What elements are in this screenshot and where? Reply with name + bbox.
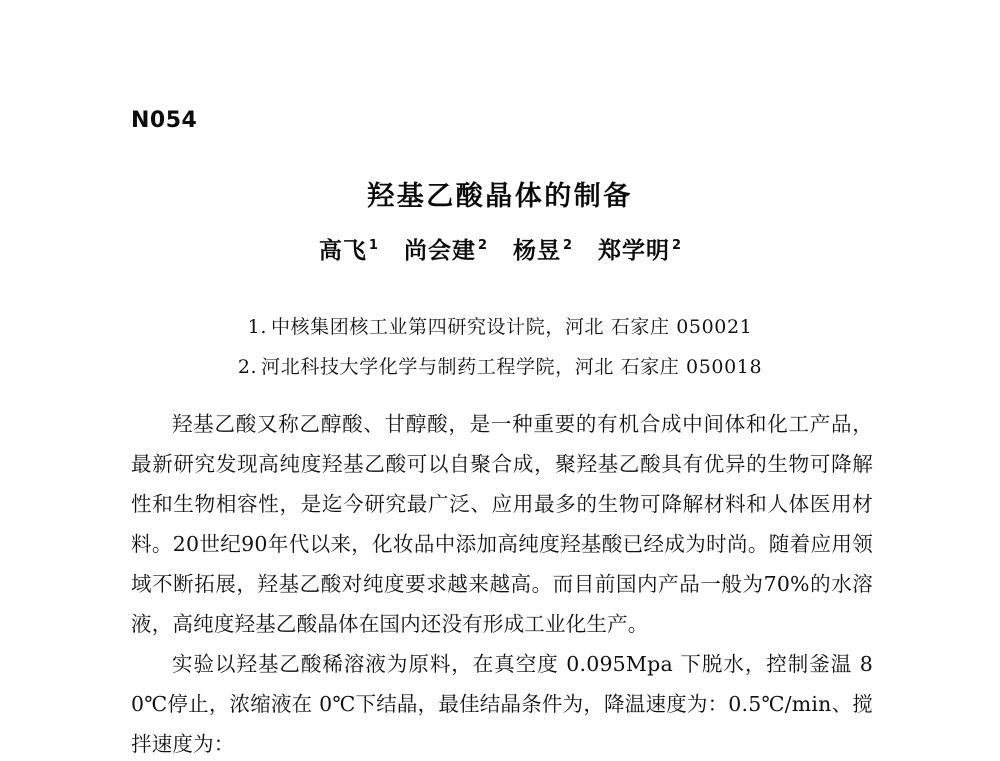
page-title: 羟基乙酸晶体的制备 (367, 181, 633, 213)
affiliation-list (0, 307, 1000, 387)
author-affiliation-marker: 2 (563, 238, 573, 254)
author-name: 尚会建 (403, 238, 476, 264)
author-name: 高飞 (318, 238, 367, 264)
author-affiliation-marker: 2 (477, 238, 487, 254)
paragraph: 实验以羟基乙酸稀溶液为原料，在真空度 0.095Mpa 下脱水，控制釜温 80℃停止，浓缩液在 0℃下结晶，最佳结晶条件为，降温速度为：0.5℃/min、搅拌速度为： (131, 652, 873, 756)
author-name: 杨昱 (513, 238, 561, 264)
author-list (0, 238, 1000, 264)
affiliation-item (0, 347, 1000, 387)
body-text (131, 404, 873, 761)
author-affiliation-marker: 2 (672, 238, 682, 254)
paragraph: 羟基乙酸又称乙醇酸、甘醇酸，是一种重要的有机合成中间体和化工产品，最新研究发现高纯度羟基乙酸可以自聚合成，聚羟基乙酸具有优异的生物可降解性和生物相容性，是迄今研究最广泛、应用最多的生物可降解材料和人体医用材料。20世纪90年代以来，化妆品中添加高纯度羟基酸已经成为时尚。随着应用领域不断拓展，羟基乙酸对纯度要求越来越高。而目前国内产品一般为70%的水溶液，高纯度羟基乙酸晶体在国内还没有形成工业化生产。 (131, 412, 873, 636)
author-entry (404, 238, 487, 264)
author-affiliation-marker: 1 (368, 238, 378, 254)
affiliation-number: 1. (247, 316, 267, 338)
author-name: 郑学明 (598, 238, 671, 264)
affiliation-text: 河北科技大学化学与制药工程学院，河北 石家庄 050018 (261, 356, 763, 378)
author-entry (513, 238, 572, 264)
affiliation-item (0, 307, 1000, 347)
author-entry (319, 238, 378, 264)
affiliation-text: 中核集团核工业第四研究设计院，河北 石家庄 050021 (270, 316, 753, 338)
paper-number: N054 (131, 108, 198, 133)
author-entry (598, 238, 681, 264)
affiliation-number: 2. (237, 356, 258, 378)
